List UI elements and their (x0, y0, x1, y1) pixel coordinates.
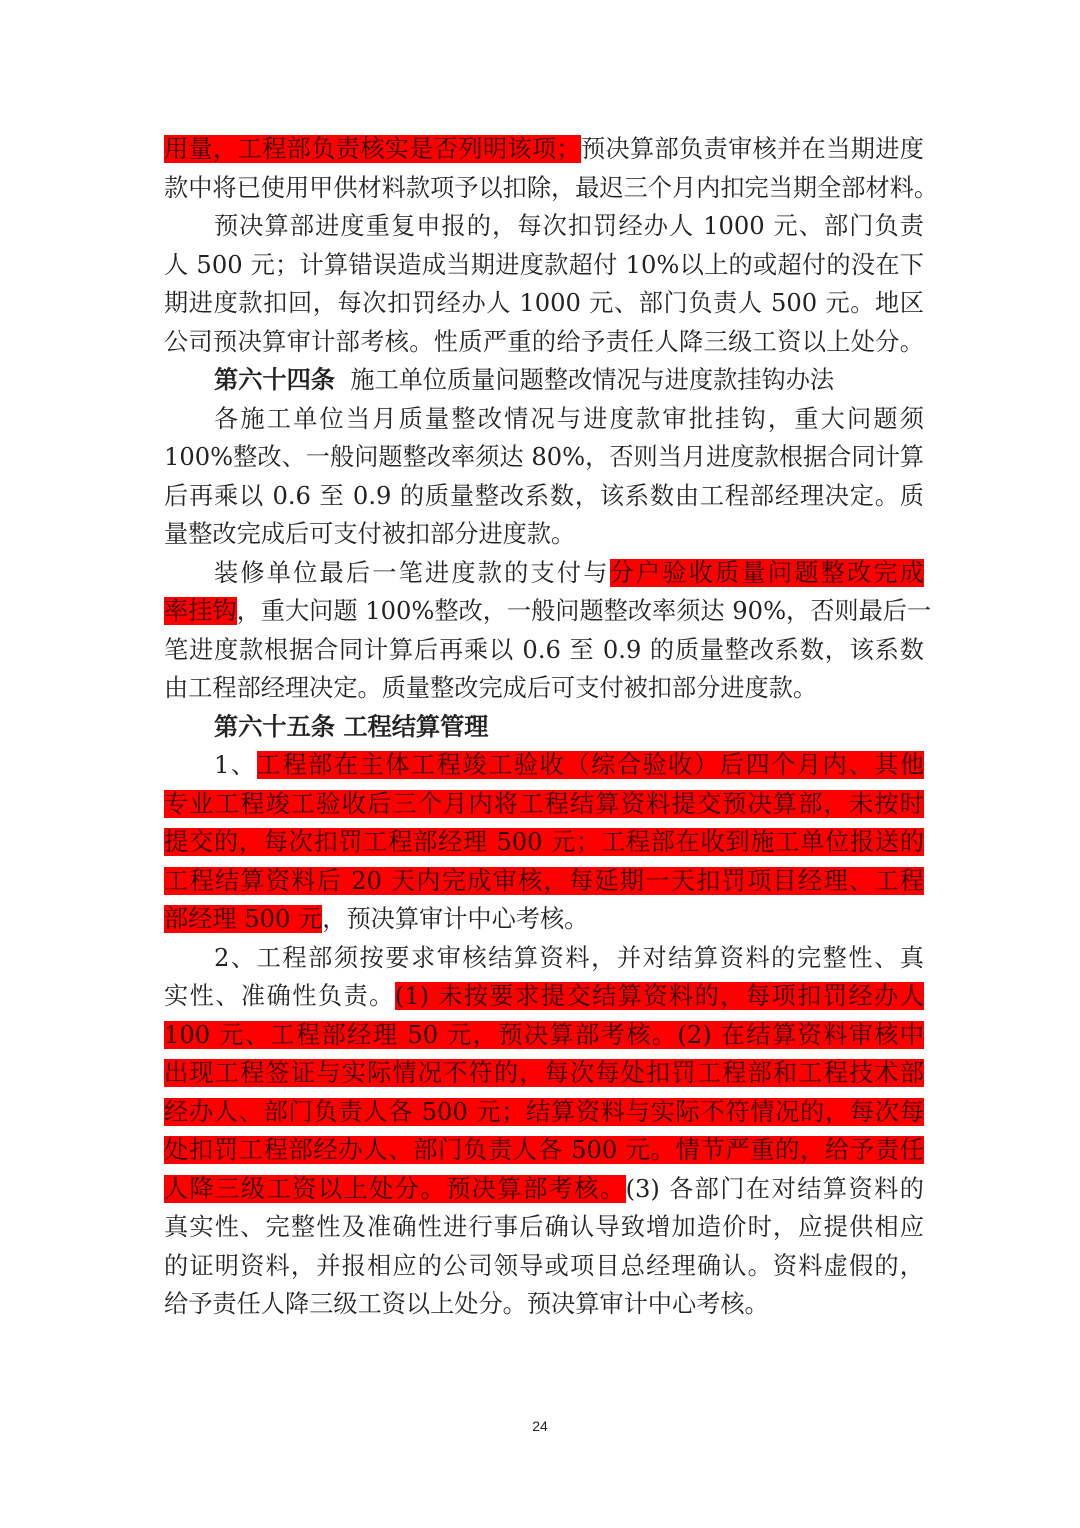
text-line (164, 284, 924, 323)
text-line (164, 554, 924, 593)
article-title: 施工单位质量问题整改情况与进度款挂钩办法 (334, 366, 835, 394)
text-segment: 装修单位最后一笔进度款的支付与 (214, 558, 610, 587)
text-segment: 由工程部经理决定。质量整改完成后可支付被扣部分进度款。 (164, 674, 818, 702)
text-segment: 预决算部进度重复申报的，每次扣罚经办人 1000 元、部门负责 (214, 212, 924, 240)
text-line (164, 477, 924, 516)
text-segment: 期进度款扣回，每次扣罚经办人 1000 元、部门负责人 500 元。地区 (164, 289, 924, 317)
text-line (164, 400, 924, 439)
text-segment: 实性、准确性负责。 (164, 982, 395, 1010)
text-line (164, 592, 932, 631)
text-segment: ，预决算审计中心考核。 (322, 905, 589, 933)
highlighted-text: 部经理 500 元 (164, 905, 323, 933)
highlighted-text: 经办人、部门负责人各 500 元；结算资料与实际不符情况的，每次每 (164, 1097, 924, 1126)
text-line (164, 1170, 924, 1209)
text-segment: 笔进度款根据合同计算后再乘以 0.6 至 0.9 的质量整改系数，该系数 (164, 635, 924, 664)
text-segment: 后再乘以 0.6 至 0.9 的质量整改系数，该系数由工程部经理决定。质 (164, 481, 924, 510)
text-segment: 公司预决算审计部考核。性质严重的给予责任人降三级工资以上处分。 (164, 327, 924, 356)
highlighted-text: 专业工程竣工验收后三个月内将工程结算资料提交预决算部，未按时 (164, 789, 924, 818)
text-segment: 真实性、完整性及准确性进行事后确认导致增加造价时，应提供相应 (164, 1213, 924, 1241)
highlighted-text: 分户验收质量问题整改完成 (609, 558, 924, 587)
highlighted-text: 工程结算资料后 20 天内完成审核，每延期一天扣罚项目经理、工程 (164, 866, 924, 895)
article-heading (164, 708, 924, 747)
text-line (164, 1131, 924, 1170)
text-line (164, 669, 924, 708)
article-number: 第六十四条 (214, 366, 335, 394)
article-heading (164, 361, 924, 400)
text-line (164, 746, 924, 785)
text-segment: 人 500 元；计算错误造成当期进度款超付 10%以上的或超付的没在下 (164, 250, 924, 279)
highlighted-text: 人降三级工资以上处分。预决算部考核。 (164, 1174, 626, 1203)
text-line (164, 823, 924, 862)
text-segment: 100%整改、一般问题整改率须达 80%，否则当月进度款根据合同计算 (164, 443, 924, 471)
text-line (164, 631, 924, 670)
text-line (164, 1054, 924, 1093)
article-title: 第六十五条 工程结算管理 (214, 712, 489, 741)
text-line (164, 939, 924, 978)
text-line (164, 207, 924, 246)
highlighted-text: 率挂钩 (164, 597, 237, 625)
text-line (164, 1093, 924, 1132)
text-line (164, 977, 924, 1016)
highlighted-text: 出现工程签证与实际情况不符的，每次每处扣罚工程部和工程技术部 (164, 1059, 924, 1087)
page-number: 24 (532, 1418, 548, 1434)
text-line (164, 1247, 924, 1286)
highlighted-text: 用量，工程部负责核实是否列明该项； (164, 135, 581, 163)
highlighted-text: 100 元、工程部经理 50 元，预决算部考核。(2) 在结算资料审核中 (164, 1020, 924, 1049)
highlighted-text: (1) 未按要求提交结算资料的，每项扣罚经办人 (394, 982, 924, 1010)
text-segment: 各施工单位当月质量整改情况与进度款审批挂钩，重大问题须 (214, 404, 924, 433)
text-line (164, 515, 924, 554)
text-line (164, 862, 924, 901)
highlighted-text: 提交的，每次扣罚工程部经理 500 元；工程部在收到施工单位报送的 (164, 828, 924, 856)
text-line (164, 900, 924, 939)
body-text (164, 130, 939, 1324)
text-segment: (3) 各部门在对结算资料的 (625, 1174, 924, 1203)
text-segment: 款中将已使用甲供材料款项予以扣除，最迟三个月内扣完当期全部材料。 (164, 173, 939, 202)
text-line (164, 1208, 924, 1247)
text-line (164, 1285, 924, 1324)
text-line (164, 246, 924, 285)
text-line (164, 1016, 924, 1055)
text-segment: ，重大问题 100%整改，一般问题整改率须达 90%，否则最后一 (236, 597, 932, 625)
text-segment: 2、工程部须按要求审核结算资料，并对结算资料的完整性、真 (214, 943, 924, 972)
text-segment: 预决算部负责审核并在当期进度 (580, 135, 924, 163)
text-line (164, 169, 939, 208)
text-segment: 给予责任人降三级工资以上处分。预决算审计中心考核。 (164, 1290, 769, 1318)
text-segment: 量整改完成后可支付被扣部分进度款。 (164, 520, 576, 548)
highlighted-text: 工程部在主体工程竣工验收（综合验收）后四个月内、其他 (256, 751, 924, 779)
highlighted-text: 处扣罚工程部经办人、部门负责人各 500 元。情节严重的，给予责任 (164, 1136, 924, 1164)
text-segment: 1、 (214, 751, 257, 779)
text-line (164, 438, 924, 477)
text-line (164, 130, 924, 169)
text-line (164, 785, 924, 824)
text-line (164, 323, 924, 362)
text-segment: 的证明资料，并报相应的公司领导或项目总经理确认。资料虚假的， (164, 1251, 924, 1280)
